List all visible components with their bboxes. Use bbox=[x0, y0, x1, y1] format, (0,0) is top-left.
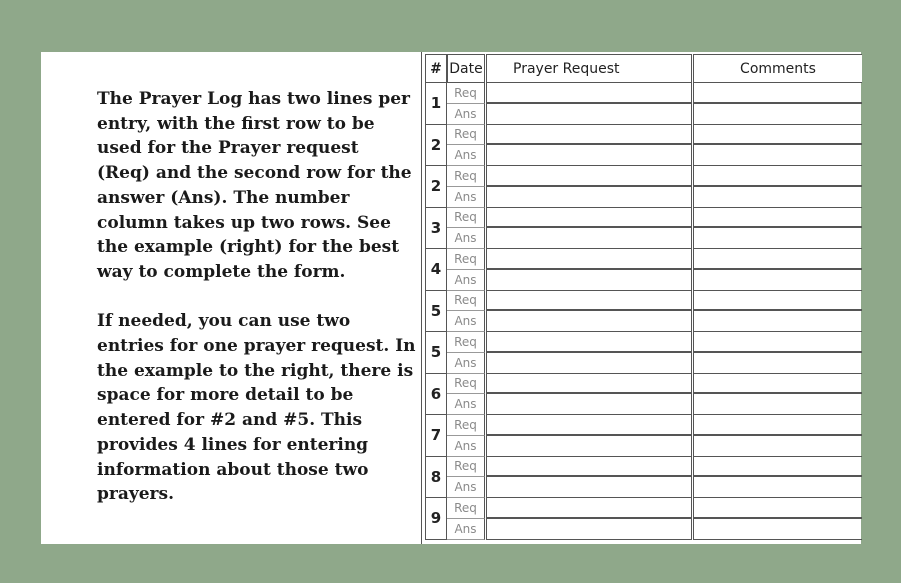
log-entry bbox=[422, 457, 862, 499]
req-label: Req bbox=[447, 415, 485, 436]
ans-label: Ans bbox=[447, 270, 485, 291]
entry-number: 2 bbox=[425, 125, 447, 167]
request-text-cell[interactable] bbox=[486, 498, 692, 519]
answer-line bbox=[447, 519, 862, 540]
entry-number: 7 bbox=[425, 415, 447, 457]
answer-line bbox=[447, 353, 862, 374]
request-text-cell[interactable] bbox=[486, 457, 692, 478]
instruction-card bbox=[41, 52, 861, 544]
req-label: Req bbox=[447, 291, 485, 312]
answer-line bbox=[447, 104, 862, 125]
entry-number: 5 bbox=[425, 291, 447, 333]
log-entry bbox=[422, 332, 862, 374]
request-line bbox=[447, 291, 862, 312]
request-line bbox=[447, 208, 862, 229]
instructions-paragraph-1: The Prayer Log has two lines per entry, with the first row to be used for the Prayer request (Req) and the second row for the answer (Ans). The number column takes up two rows. See the example (right) for the best way to complete the form. bbox=[97, 89, 412, 282]
log-entry bbox=[422, 291, 862, 333]
answer-text-cell[interactable] bbox=[486, 145, 692, 166]
header-comments: Comments bbox=[693, 54, 862, 83]
header-number: # bbox=[425, 54, 447, 83]
log-entry bbox=[422, 83, 862, 125]
answer-comment-cell[interactable] bbox=[693, 353, 862, 374]
prayer-log-table bbox=[421, 52, 862, 544]
answer-comment-cell[interactable] bbox=[693, 270, 862, 291]
log-entry bbox=[422, 208, 862, 250]
answer-line bbox=[447, 187, 862, 208]
request-comment-cell[interactable] bbox=[693, 498, 862, 519]
request-comment-cell[interactable] bbox=[693, 249, 862, 270]
answer-line bbox=[447, 311, 862, 332]
entry-number: 6 bbox=[425, 374, 447, 416]
request-comment-cell[interactable] bbox=[693, 166, 862, 187]
request-text-cell[interactable] bbox=[486, 415, 692, 436]
request-comment-cell[interactable] bbox=[693, 374, 862, 395]
ans-label: Ans bbox=[447, 519, 485, 540]
request-line bbox=[447, 332, 862, 353]
req-label: Req bbox=[447, 208, 485, 229]
answer-line bbox=[447, 436, 862, 457]
request-line bbox=[447, 166, 862, 187]
request-line bbox=[447, 83, 862, 104]
entry-number: 2 bbox=[425, 166, 447, 208]
request-line bbox=[447, 249, 862, 270]
answer-text-cell[interactable] bbox=[486, 228, 692, 249]
ans-label: Ans bbox=[447, 145, 485, 166]
request-line bbox=[447, 498, 862, 519]
ans-label: Ans bbox=[447, 353, 485, 374]
req-label: Req bbox=[447, 498, 485, 519]
entry-number: 5 bbox=[425, 332, 447, 374]
ans-label: Ans bbox=[447, 187, 485, 208]
request-comment-cell[interactable] bbox=[693, 332, 862, 353]
header-prayer-request: Prayer Request bbox=[486, 54, 692, 83]
answer-comment-cell[interactable] bbox=[693, 104, 862, 125]
answer-line bbox=[447, 477, 862, 498]
entry-number: 9 bbox=[425, 498, 447, 540]
log-entry bbox=[422, 415, 862, 457]
request-comment-cell[interactable] bbox=[693, 208, 862, 229]
answer-text-cell[interactable] bbox=[486, 519, 692, 540]
request-line bbox=[447, 374, 862, 395]
request-line bbox=[447, 457, 862, 478]
answer-text-cell[interactable] bbox=[486, 104, 692, 125]
answer-text-cell[interactable] bbox=[486, 270, 692, 291]
instructions-paragraph-2: If needed, you can use two entries for one prayer request. In the example to the right, there is space for more detail to be entered for #2 and #5. This provides 4 lines for entering information about those two prayers. bbox=[97, 311, 416, 505]
req-label: Req bbox=[447, 332, 485, 353]
answer-comment-cell[interactable] bbox=[693, 187, 862, 208]
log-rows bbox=[422, 83, 862, 540]
answer-line bbox=[447, 270, 862, 291]
entry-number: 8 bbox=[425, 457, 447, 499]
request-comment-cell[interactable] bbox=[693, 125, 862, 146]
answer-text-cell[interactable] bbox=[486, 353, 692, 374]
request-text-cell[interactable] bbox=[486, 83, 692, 104]
req-label: Req bbox=[447, 374, 485, 395]
request-comment-cell[interactable] bbox=[693, 291, 862, 312]
answer-line bbox=[447, 228, 862, 249]
log-entry bbox=[422, 166, 862, 208]
ans-label: Ans bbox=[447, 394, 485, 415]
request-text-cell[interactable] bbox=[486, 208, 692, 229]
answer-line bbox=[447, 145, 862, 166]
answer-comment-cell[interactable] bbox=[693, 477, 862, 498]
header-date: Date bbox=[447, 54, 485, 83]
answer-text-cell[interactable] bbox=[486, 187, 692, 208]
answer-comment-cell[interactable] bbox=[693, 145, 862, 166]
log-entry bbox=[422, 249, 862, 291]
request-text-cell[interactable] bbox=[486, 166, 692, 187]
req-label: Req bbox=[447, 249, 485, 270]
log-entry bbox=[422, 125, 862, 167]
answer-comment-cell[interactable] bbox=[693, 519, 862, 540]
request-text-cell[interactable] bbox=[486, 249, 692, 270]
request-line bbox=[447, 125, 862, 146]
answer-text-cell[interactable] bbox=[486, 436, 692, 457]
entry-number: 1 bbox=[425, 83, 447, 125]
log-entry bbox=[422, 374, 862, 416]
answer-line bbox=[447, 394, 862, 415]
request-text-cell[interactable] bbox=[486, 125, 692, 146]
req-label: Req bbox=[447, 83, 485, 104]
request-comment-cell[interactable] bbox=[693, 83, 862, 104]
answer-text-cell[interactable] bbox=[486, 394, 692, 415]
answer-comment-cell[interactable] bbox=[693, 228, 862, 249]
request-line bbox=[447, 415, 862, 436]
ans-label: Ans bbox=[447, 477, 485, 498]
answer-comment-cell[interactable] bbox=[693, 436, 862, 457]
ans-label: Ans bbox=[447, 228, 485, 249]
ans-label: Ans bbox=[447, 436, 485, 457]
ans-label: Ans bbox=[447, 311, 485, 332]
answer-comment-cell[interactable] bbox=[693, 394, 862, 415]
answer-comment-cell[interactable] bbox=[693, 311, 862, 332]
ans-label: Ans bbox=[447, 104, 485, 125]
request-text-cell[interactable] bbox=[486, 332, 692, 353]
entry-number: 3 bbox=[425, 208, 447, 250]
request-comment-cell[interactable] bbox=[693, 457, 862, 478]
answer-text-cell[interactable] bbox=[486, 311, 692, 332]
request-comment-cell[interactable] bbox=[693, 415, 862, 436]
req-label: Req bbox=[447, 125, 485, 146]
log-entry bbox=[422, 498, 862, 540]
req-label: Req bbox=[447, 166, 485, 187]
entry-number: 4 bbox=[425, 249, 447, 291]
instructions bbox=[97, 87, 417, 507]
request-text-cell[interactable] bbox=[486, 374, 692, 395]
answer-text-cell[interactable] bbox=[486, 477, 692, 498]
request-text-cell[interactable] bbox=[486, 291, 692, 312]
req-label: Req bbox=[447, 457, 485, 478]
